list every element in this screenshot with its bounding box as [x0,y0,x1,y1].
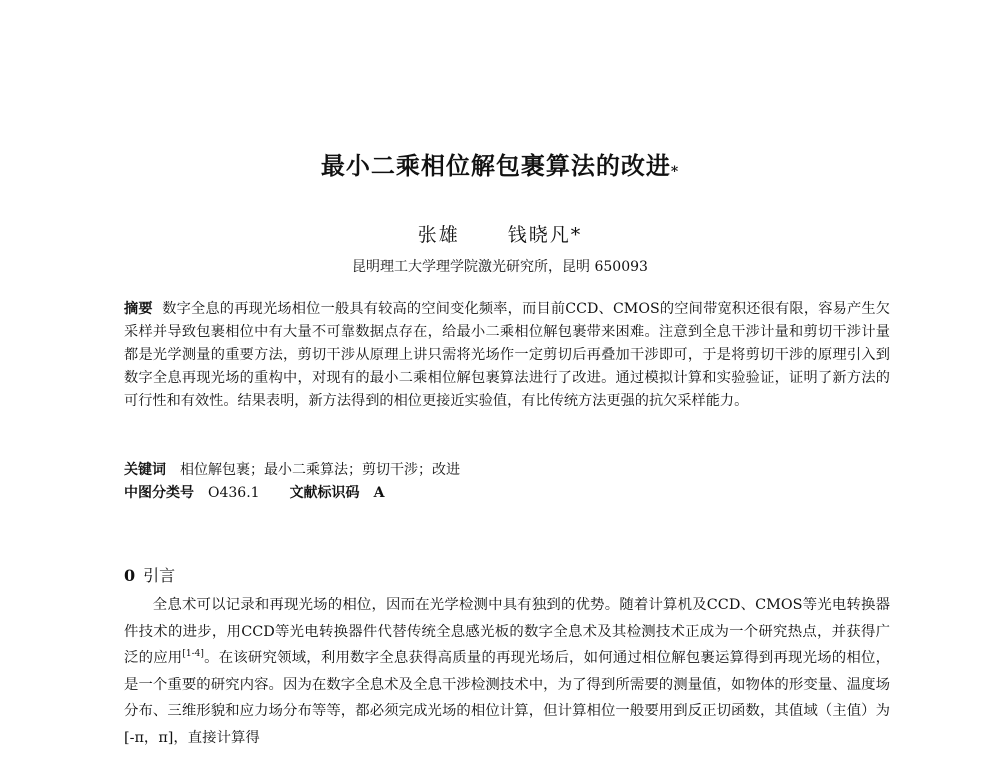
doc-code-value: A [373,485,385,501]
classification-label: 中图分类号 [124,485,194,501]
author-name: 钱晓凡* [507,224,583,246]
keywords [124,459,890,481]
abstract-label: 摘要 [124,301,153,317]
keywords-text: 相位解包裹；最小二乘算法；剪切干涉；改进 [180,462,460,478]
body-text-part-2: 。在该研究领域，利用数字全息获得高质量的再现光场后，如何通过相位解包裹运算得到再现光场的相位，是一个重要的研究内容。因为在数字全息术及全息干涉检测技术中，为了得到所需要的测量值，如物体的形变量、温度场分布、三维形貌和应力场分布等等，都必须完成光场的相位计算，但计算相位一般要用到反正切函数，其值域（主值）为[-π，π]，直接计算得 [124,650,890,746]
affiliation: 昆明理工大学理学院激光研究所，昆明 650093 [352,259,648,275]
section-number: 0 [124,566,136,585]
doc-code-label: 文献标识码 [289,485,360,501]
keywords-label: 关键词 [124,462,166,478]
title-footnote-mark: * [670,164,680,180]
abstract [124,298,890,413]
author-name: 张雄 [417,224,460,246]
paper-title-text: 最小二乘相位解包裹算法的改进 [320,151,671,180]
classification [124,482,890,504]
abstract-text: 数字全息的再现光场相位一般具有较高的空间变化频率，而目前CCD、CMOS的空间带宽积还很有限，容易产生欠采样并导致包裹相位中有大量不可靠数据点存在，给最小二乘相位解包裹带来困难。注意到全息干涉计量和剪切干涉计量都是光学测量的重要方法，剪切干涉从原理上讲只需将光场作一定剪切后再叠加干涉即可，于是将剪切干涉的原理引入到数字全息再现光场的重构中，对现有的最小二乘相位解包裹算法进行了改进。通过模拟计算和实验验证，证明了新方法的可行性和有效性。结果表明，新方法得到的相位更接近实验值，有比传统方法更强的抗欠采样能力。 [124,301,890,409]
section-body [124,592,890,751]
section-title: 引言 [143,566,176,585]
citation: [1-4] [182,649,204,660]
section-heading [124,563,175,586]
paper-title [0,146,1000,181]
body-text-part-1: 全息术可以记录和再现光场的相位，因而在光学检测中具有独到的优势。随着计算机及CCD、CMOS等光电转换器件技术的进步，用CCD等光电转换器件代替传统全息感光板的数字全息术及其检测技术正成为一个研究热点，并获得广泛的应用 [124,597,890,666]
author-list [0,220,1000,247]
classification-value: O436.1 [208,485,260,501]
